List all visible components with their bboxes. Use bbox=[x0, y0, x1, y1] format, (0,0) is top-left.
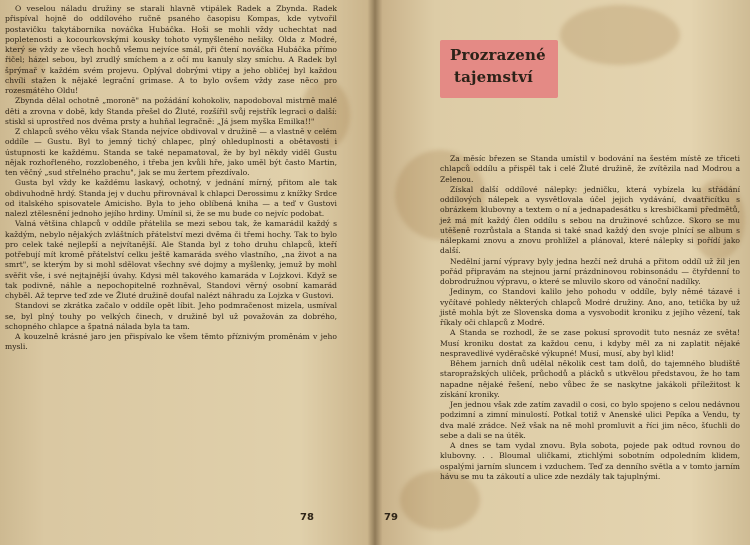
paragraph: Během jarních dnů udělal několik cest tam dolů, do tajemného bludiště staropražských uliček, průchodů a plácků s utkvělou představou, že ho tam napadne nějaké řešení, nebo vůbec že se naskytne jakákoli příležitost k získání kroniky. bbox=[440, 359, 740, 399]
paragraph: A dnes se tam vydal znovu. Byla sobota, pojede pak odtud rovnou do klubovny. . . Bloumal uličkami, ztichlými sobotním odpoledním klidem, ospalými jarním sluncem i vzduchem. Teď za denního světla a v tomto jarním hávu se mu ta zákoutí a ulice zde nezdály tak tajuplnými. bbox=[440, 441, 740, 481]
chapter-title-line-1: Prozrazené bbox=[450, 46, 546, 64]
chapter-title-box bbox=[440, 40, 558, 98]
paragraph: Gusta byl vždy ke každému laskavý, ochotný, v jednání mírný, přitom ale tak obdivuhodně hrdý. Standa jej v duchu přirovnával k chlapci Derossimu z knížky Srdce od italského spisovatele Amicisho. Byla to jeho oblíbená kniha — a teď v Gustovi nalezl ztělesnění jednoho jejího hrdiny. Umínil si, že se mu bude co nejvíc podobat. bbox=[5, 178, 337, 218]
paragraph: Nedělní jarní výpravy byly jedna hezčí než druhá a přitom oddíl už žil jen pořád připravám na stejnou jarní prázdninovou robinsonádu — čtyřdenní to dobrodružnou výpravu, o které se mluvilo skoro od vánoční nadílky. bbox=[440, 256, 740, 286]
chapter-title-line-2: tajemství bbox=[454, 68, 534, 86]
right-page bbox=[378, 0, 750, 545]
paragraph: Valná většina chlapců v oddíle přátelila se mezi sebou tak, že kamarádil každý s každým, nebylo nějakých zvláštních přátelství mezi dvěma či třemi hochy. Tak to bylo pro celek také nejlepší a nejvítanější. Ale Standa byl z toho druhu chlapců, kteří potřebují mít kromě přátelství celku ještě kamaráda svého vlastního, „na život a na smrt", se kterým by si mohl sdělovat všechny své dojmy a myšlenky, jemuž by mohl svěřit vše, i své nejtajnější úvahy. Kdysi měl takového kamaráda v Lojzkovi. Když se tak podivně, náhle a nepochopitelně rozhněval, Standovi věrný osobní kamarád chyběl. Až teprve teď zde ve Žluté družině doufal nalézt náhradu za Lojzka v Gustovi. bbox=[5, 219, 337, 300]
left-text-column bbox=[5, 4, 337, 353]
paragraph: Zbynda dělal ochotně „moroně" na požádání kohokoliv, napodoboval mistrně malé děti a zrovna v době, kdy Standa přešel do Žluté, rozšířil svůj rejstřík legraci o další: stiskl si uprostřed nos dvěma prsty a huhňal legračně: „Já jsem myška Emilka!!" bbox=[5, 96, 337, 126]
paragraph: Z chlapců svého věku však Standa nejvíce obdivoval v družině — a vlastně v celém oddíle — Gustu. Byl to jemný tichý chlapec, plný ohleduplnosti a obětavosti i ústupnosti ke každému. Standa se také nepamatoval, že by byl někdy viděl Gustu nějak rozhořleného, rozzlobeného, i třeba jen kvůli hře, jako uměl být často Martin, ten věčný „sud střelného prachu", jak se mu žertem přezdívalo. bbox=[5, 127, 337, 177]
right-text-column bbox=[440, 154, 740, 482]
paragraph: A Standa se rozhodl, že se zase pokusí sprovodit tuto nesnáz ze světa! Musí kroniku dostat za každou cenu, i kdyby měl za ni zaplatit nějaké nespravedlivé vyděračské výkupné! Musí, musí, aby byl klid! bbox=[440, 328, 740, 358]
paragraph: Za měsíc březen se Standa umístil v bodování na šestém místě ze třiceti chlapců oddílu a přispěl tak i celé Žluté družině, že zvítězila nad Modrou a Zelenou. bbox=[440, 154, 740, 184]
paragraph: Jen jednou však zde zatím zavadil o cosi, co bylo spojeno s celou nedávnou podzimní a zimní minulostí. Potkal totiž v Anenské ulici Pepíka a Vendu, ty dva malé zrádce. Než však na ně mohl promluvit a říci jim něco, šťuchli do sebe a dali se na útěk. bbox=[440, 400, 740, 440]
page-number-left: 78 bbox=[300, 512, 314, 523]
page-number-right: 79 bbox=[384, 512, 398, 523]
paragraph: Jedinym, co Standovi kalilo jeho pohodu v oddíle, byly němé tázavé i vyčítavé pohledy některých chlapců Modré družiny. Ano, ano, tetička by už jistě mohla být ze Slovenska doma a vysvobodit kroniku z jejího vězení, tak říkaly oči chlapců z Modré. bbox=[440, 287, 740, 327]
paragraph: Získal další oddílové nálepky: jedničku, která vybízela ku střádání oddílových nálepek a vysvětlovala účel jejich vydávání, dvaatřicítku s obrázkem klubovny a textem o ní a jednapadesátku s kresbičkami předmětů, jež má mít každý člen oddílu s sebou na družinové schůzce. Skoro se mu utěšeně rozrůstala a Standa si také snad každý den svoje plnící se album s nálepkami znovu a znovu prohlížel a plánoval, které nálepky si pořídí jako další. bbox=[440, 184, 740, 256]
paragraph: O veselou náladu družiny se starali hlavně vtipálek Radek a Zbynda. Radek přispíval hojně do oddílového ručně psaného časopisu Kompas, kde vytvořil postavičku takytábornika nováčka Hubáčka. Hoši se mohli vždy uchechtat nad popletenosti a kocourkovskými kousky tohoto vymyšleného nešiky. Olda z Modré, který se vždy ze všech hochů všemu nejvíce smál, při čtení nováčka Hubáčka přímo řičel; házel sebou, byl zrudlý smíchem a z očí mu kanuly slzy smíchu. A Radek byl šprýmař v každém svém projevu. Oplýval dobrými vtipy a jeho obličej byl každou chvíli stažen k nějaké legrační grimase. A to bylo ovšem vždy zase něco pro rozesmátého Oldu! bbox=[5, 4, 337, 95]
paragraph: Standovi se zkrátka začalo v oddíle opět líbit. Jeho podmračenost mizela, usmíval se, byl plný touhy po velkých činech, v družině byl už považován za dobrého, schopného chlapce a špatná nálada byla ta tam. bbox=[5, 301, 337, 331]
paragraph: A kouzelně krásné jaro jen přispívalo ke všem těmto příznivým proměnám v jeho mysli. bbox=[5, 332, 337, 352]
left-page bbox=[0, 0, 365, 545]
